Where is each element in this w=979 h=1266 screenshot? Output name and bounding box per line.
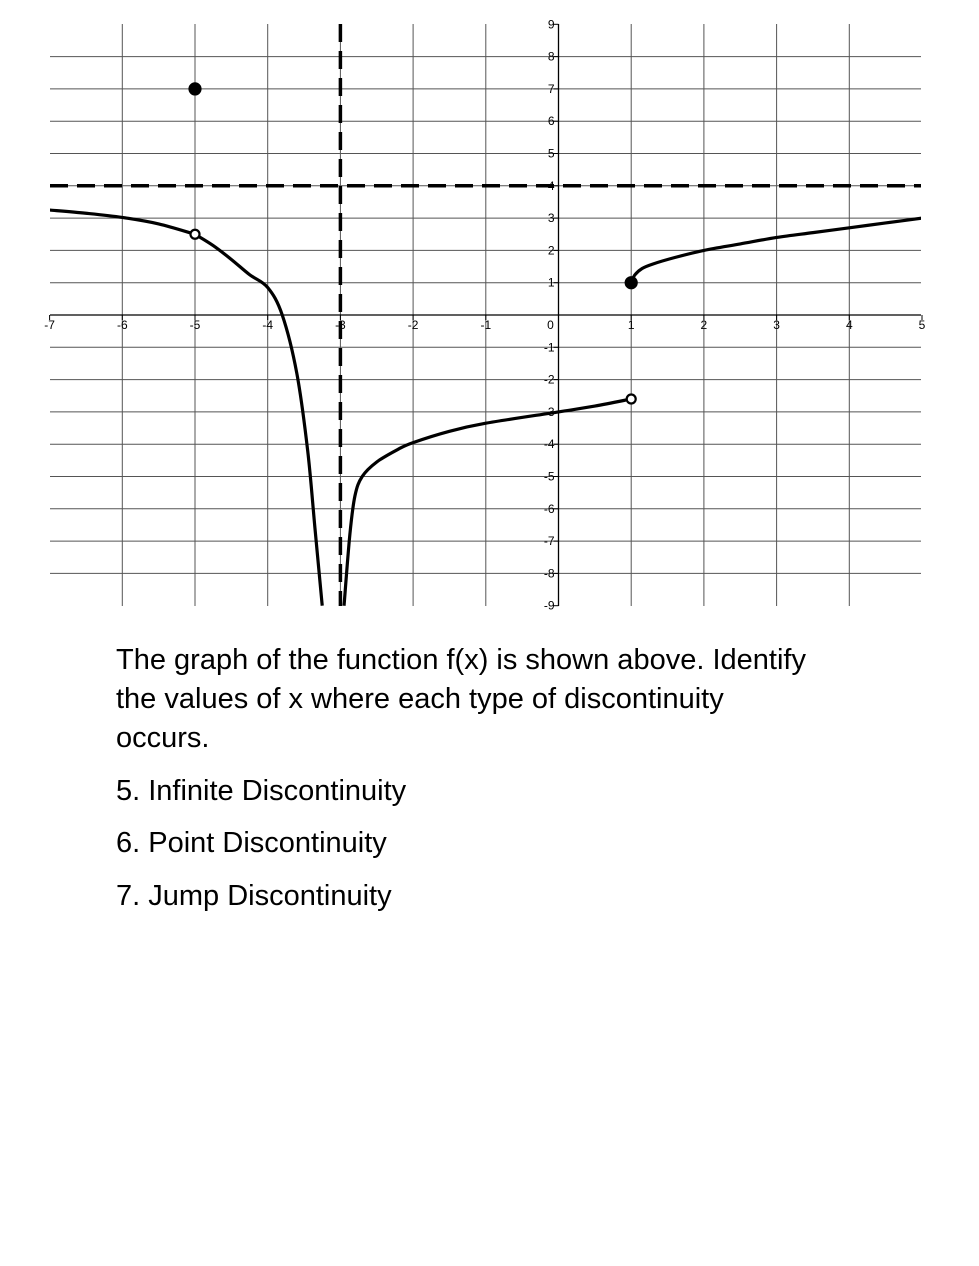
y-tick-label: -7 [543,534,555,549]
function-graph [0,0,979,620]
x-tick-label: -1 [480,318,492,332]
closed-point-x-neg5 [190,83,201,94]
y-tick-label: 5 [547,146,555,161]
x-tick-label: 1 [627,318,635,332]
x-tick-label: -5 [189,318,201,332]
y-tick-label: 6 [547,114,555,129]
y-tick-label: 1 [547,275,555,290]
y-tick-label: -1 [543,340,555,355]
x-tick-label: -3 [335,318,346,332]
open-point-x-1 [627,394,636,403]
x-tick-label: 5 [918,318,926,332]
y-tick-label: 4 [547,178,555,193]
question-jump-discontinuity: 7. Jump Discontinuity [116,880,392,912]
x-tick-label: -6 [116,318,128,332]
x-tick-label: -2 [407,318,419,332]
y-tick-label: 9 [547,17,555,32]
left-branch-inner [195,234,322,605]
y-tick-label: -2 [543,372,555,387]
open-point-x-neg5 [191,230,200,239]
x-tick-label: 3 [773,318,780,332]
y-tick-label: 3 [547,211,555,226]
y-tick-label: 7 [547,81,555,96]
x-tick-label: 4 [845,318,853,332]
x-tick-label: -7 [44,318,55,332]
x-tick-label: 2 [700,318,708,332]
y-tick-label: -4 [543,437,555,452]
question-prompt: The graph of the function f(x) is shown above. Identify the values of x where each type of discontinuity occurs. [116,644,806,754]
x-tick-label: -4 [262,318,274,332]
y-tick-label: 8 [547,49,555,64]
y-tick-label: -6 [543,501,555,516]
x-tick-label: 0 [547,318,554,332]
y-tick-label: -9 [543,598,555,613]
y-tick-label: -8 [543,566,555,581]
question-infinite-discontinuity: 5. Infinite Discontinuity [116,775,407,807]
y-tick-label: 2 [547,243,555,258]
closed-point-x-1 [626,277,637,288]
y-tick-label: -3 [543,404,555,419]
question-point-discontinuity: 6. Point Discontinuity [116,827,387,859]
middle-branch [344,399,631,606]
y-tick-label: -5 [543,469,555,484]
